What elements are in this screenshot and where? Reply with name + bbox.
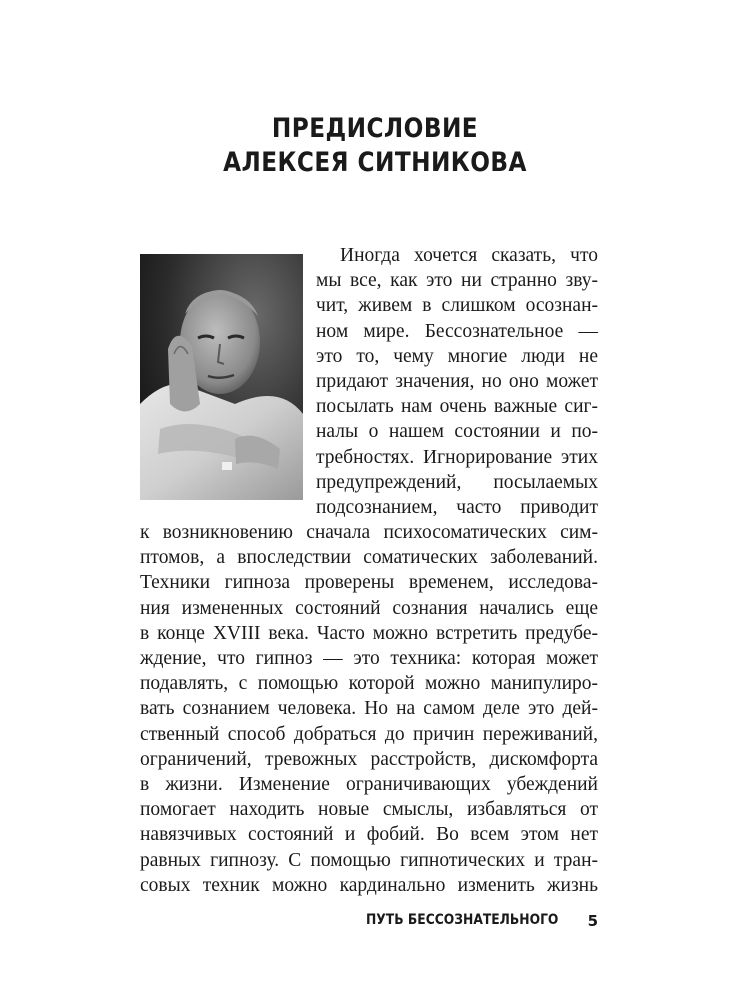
paragraph-line: предупреждений, посылаемых bbox=[316, 471, 598, 493]
paragraph-line: ждение, что гипноз — это техника: которая может bbox=[140, 648, 598, 669]
paragraph-line: в конце XVIII века. Часто можно встретить предубе- bbox=[140, 622, 598, 644]
paragraph-line: ном мире. Бессознательное — bbox=[316, 320, 598, 342]
paragraph-line: Иногда хочется сказать, что bbox=[340, 245, 598, 266]
paragraph-line: ственный способ добраться до причин переживаний, bbox=[140, 723, 598, 745]
paragraph-line: навязчивых состояний и фобий. Во всем этом нет bbox=[140, 824, 598, 846]
preface-paragraph bbox=[140, 243, 598, 898]
paragraph-line: требностях. Игнорирование этих bbox=[316, 446, 598, 468]
paragraph-line: помогает находить новые смыслы, избавляться от bbox=[140, 799, 598, 821]
heading-line-2: АЛЕКСЕЯ СИТНИКОВА bbox=[223, 147, 527, 178]
page-footer bbox=[366, 912, 598, 928]
paragraph-line: чит, живем в слишком осознан- bbox=[316, 295, 598, 317]
paragraph-line: мы все, как это ни странно зву- bbox=[316, 270, 598, 292]
paragraph-line: налы о нашем состоянии и по- bbox=[316, 421, 598, 443]
paragraph-line: к возникновению сначала психосоматических сим- bbox=[140, 522, 598, 544]
paragraph-line: это то, чему многие люди не bbox=[316, 345, 598, 367]
paragraph-line: Техники гипноза проверены временем, исследова- bbox=[140, 572, 598, 594]
paragraph-line: ния измененных состояний сознания начались еще bbox=[140, 597, 598, 619]
paragraph-line: равных гипнозу. С помощью гипнотических и тран- bbox=[140, 849, 598, 871]
paragraph-line: совых техник можно кардинально изменить жизнь bbox=[140, 874, 598, 896]
chapter-heading bbox=[53, 112, 698, 180]
paragraph-line: подсознанием, часто приводит bbox=[316, 496, 598, 518]
paragraph-line: ограничений, тревожных расстройств, дискомфорта bbox=[140, 748, 598, 770]
paragraph-line: в жизни. Изменение ограничивающих убеждений bbox=[140, 773, 598, 795]
paragraph-line: подавлять, с помощью которой можно манипулиро- bbox=[140, 673, 598, 695]
paragraph-line: посылать нам очень важные сиг- bbox=[316, 396, 598, 418]
page-number: 5 bbox=[587, 912, 598, 930]
paragraph-line: птомов, а впоследствии соматических заболеваний. bbox=[140, 547, 598, 569]
running-title: ПУТЬ БЕССОЗНАТЕЛЬНОГО bbox=[366, 912, 559, 928]
paragraph-line: вать сознанием человека. Но на самом деле это дей- bbox=[140, 698, 598, 720]
paragraph-line: придают значения, но оно может bbox=[316, 370, 598, 392]
heading-line-1: ПРЕДИСЛОВИЕ bbox=[271, 113, 479, 144]
